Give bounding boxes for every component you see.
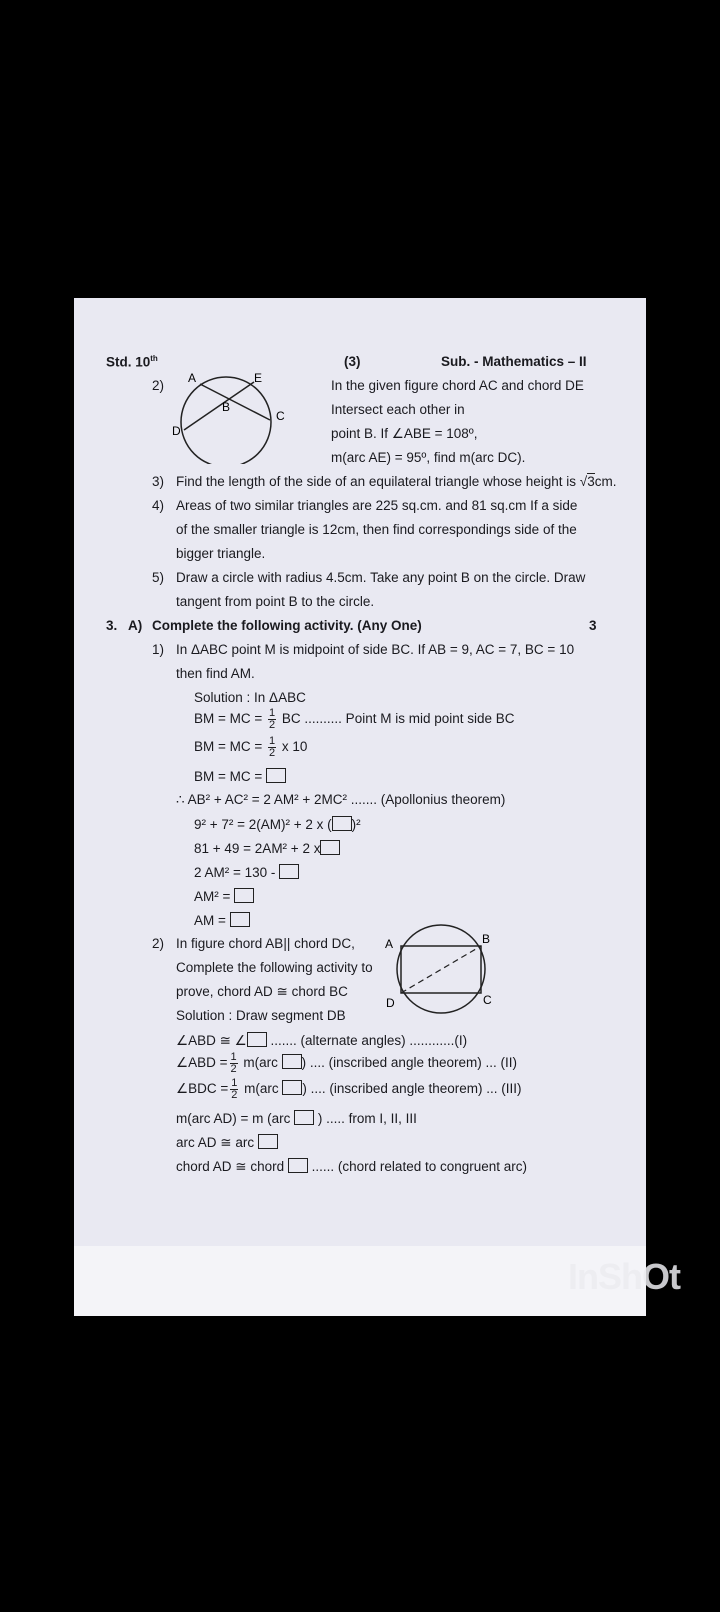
intersecting-chords-figure	[170, 370, 290, 464]
answer-box[interactable]	[282, 1080, 302, 1095]
label-d: D	[172, 424, 181, 438]
fraction-half: $\frac{1}{2}$	[231, 1077, 238, 1101]
act1-line: In ΔABC point M is midpoint of side BC. If AB = 9, AC = 7, BC = 10	[176, 642, 575, 657]
chord-ac	[200, 384, 270, 420]
answer-box[interactable]	[258, 1134, 278, 1149]
answer-box[interactable]	[234, 888, 254, 903]
act1-step: BM = MC =	[194, 768, 286, 784]
answer-box[interactable]	[247, 1032, 267, 1047]
answer-box[interactable]	[230, 912, 250, 927]
label-d: D	[386, 996, 395, 1010]
act2-step: ∠BDC = $\frac{1}{2}$ m(arc ) .... (inscribed angle theorem) ... (III)	[176, 1077, 522, 1101]
question-number: 2)	[152, 936, 165, 951]
question-number: 2)	[152, 378, 165, 393]
subject-label: Sub. - Mathematics – II	[441, 354, 587, 369]
section-part: A)	[128, 618, 143, 633]
act2-line: prove, chord AD ≅ chord BC	[176, 984, 348, 999]
act2-step: ∠ABD = $\frac{1}{2}$ m(arc ) .... (inscribed angle theorem) ... (II)	[176, 1051, 517, 1075]
fraction-half: $\frac{1}{2}$	[269, 707, 276, 731]
segment-db	[401, 946, 481, 993]
act1-step: AM² =	[194, 888, 254, 904]
circle-shape	[397, 925, 485, 1013]
act2-solution: Solution : Draw segment DB	[176, 1008, 346, 1023]
q4-line: bigger triangle.	[176, 546, 266, 561]
act1-step: 2 AM² = 130 -	[194, 864, 299, 880]
answer-box[interactable]	[288, 1158, 308, 1173]
q2-line: In the given figure chord AC and chord DE	[331, 378, 584, 393]
act2-step: chord AD ≅ chord ...... (chord related to congruent arc)	[176, 1159, 528, 1174]
q2-line: point B. If ∠ABE = 108º,	[331, 426, 478, 441]
act1-step: BM = MC = $\frac{1}{2}$ BC .......... Point M is mid point side BC	[194, 707, 515, 731]
label-c: C	[276, 409, 285, 423]
label-b: B	[482, 932, 491, 946]
sqrt-symbol: √	[579, 474, 588, 489]
q3-text: Find the length of the side of an equilateral triangle whose height is √3cm.	[176, 474, 617, 489]
act2-line: Complete the following activity to	[176, 960, 373, 975]
section-title: Complete the following activity. (Any One)	[152, 618, 422, 633]
fraction-half: $\frac{1}{2}$	[269, 735, 276, 759]
act1-step: ∴ AB² + AC² = 2 AM² + 2MC² ....... (Apollonius theorem)	[176, 792, 506, 807]
answer-box[interactable]	[294, 1110, 314, 1125]
act2-step: m(arc AD) = m (arc ) ..... from I, II, III	[176, 1111, 417, 1126]
q4-line: Areas of two similar triangles are 225 sq.cm. and 81 sq.cm If a side	[176, 498, 578, 513]
answer-box[interactable]	[282, 1054, 302, 1069]
question-number: 4)	[152, 498, 165, 513]
q4-line: of the smaller triangle is 12cm, then find correspondings side of the	[176, 522, 577, 537]
q2-line: m(arc AE) = 95º, find m(arc DC).	[331, 450, 526, 465]
circle-shape	[181, 377, 271, 464]
act2-step: ∠ABD ≅ ∠ ....... (alternate angles) ............(I)	[176, 1033, 468, 1048]
answer-box[interactable]	[279, 864, 299, 879]
q2-line: Intersect each other in	[331, 402, 465, 417]
parallel-chords-figure	[378, 924, 494, 1016]
label-c: C	[483, 993, 492, 1007]
act2-line: In figure chord AB|| chord DC,	[176, 936, 355, 951]
question-number: 5)	[152, 570, 165, 585]
question-number: 1)	[152, 642, 165, 657]
page-number: (3)	[344, 354, 361, 369]
act1-solution: Solution : In ΔABC	[194, 690, 306, 705]
act1-step: 81 + 49 = 2AM² + 2 x	[194, 840, 340, 856]
act1-step: BM = MC = $\frac{1}{2}$ x 10	[194, 735, 308, 759]
answer-box[interactable]	[266, 768, 286, 783]
act1-step: AM =	[194, 912, 250, 928]
label-a: A	[385, 937, 394, 951]
label-e: E	[254, 371, 263, 385]
inshot-watermark: InShOt	[568, 1256, 680, 1297]
paper-bottom-margin	[74, 1246, 646, 1316]
answer-box[interactable]	[332, 816, 352, 831]
fraction-half: $\frac{1}{2}$	[230, 1051, 237, 1075]
act2-step: arc AD ≅ arc	[176, 1134, 278, 1151]
label-a: A	[188, 371, 197, 385]
act1-step: 9² + 7² = 2(AM)² + 2 x ( )²	[194, 817, 361, 832]
q5-line: Draw a circle with radius 4.5cm. Take any point B on the circle. Draw	[176, 570, 586, 585]
exam-page	[74, 298, 646, 1316]
section-marks: 3	[589, 618, 597, 633]
section-number: 3.	[106, 618, 118, 633]
q5-line: tangent from point B to the circle.	[176, 594, 375, 609]
act1-line: then find AM.	[176, 666, 255, 681]
label-b: B	[222, 400, 231, 414]
answer-box[interactable]	[320, 840, 340, 855]
std-label: Std. 10th	[106, 354, 158, 370]
question-number: 3)	[152, 474, 165, 489]
